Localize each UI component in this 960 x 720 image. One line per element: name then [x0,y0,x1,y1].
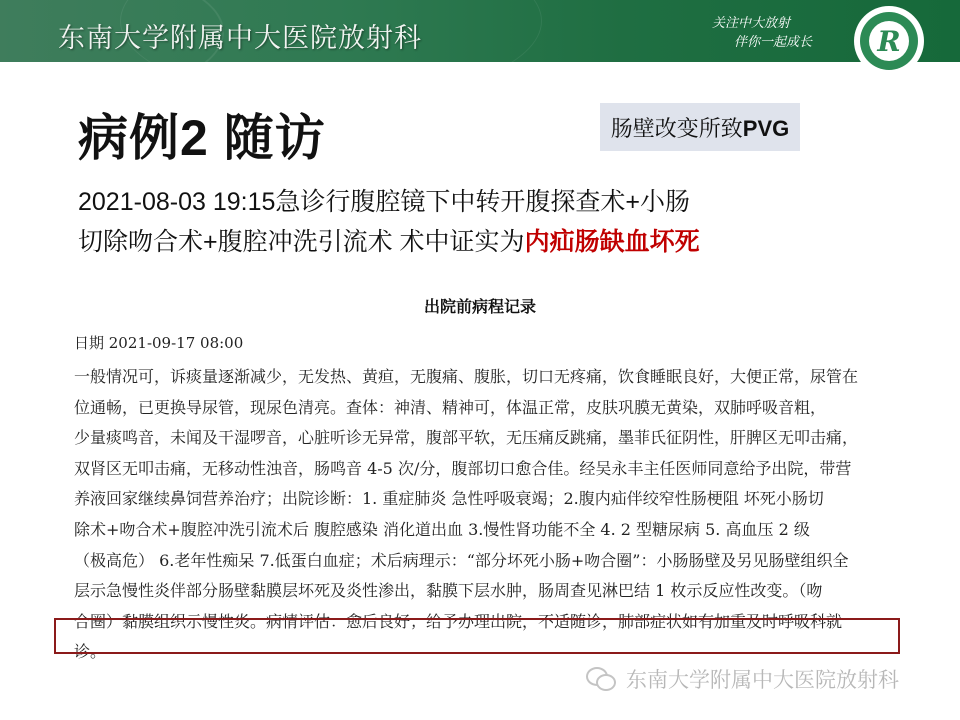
surgery-summary-line-1: 2021-08-03 19:15急诊行腹腔镜下中转开腹探查术+小肠 [78,188,690,216]
logo-letter: R [869,21,909,61]
record-line: 养液回家继续鼻饲营养治疗；出院诊断：1. 重症肺炎 急性呼吸衰竭；2.腹内疝伴绞窄性肠梗阻 坏死小肠切 [74,489,824,509]
record-line: 诊。 [74,642,107,662]
finding-tag-text [611,112,789,143]
watermark-text: 东南大学附属中大医院放射科 [626,668,899,692]
surgery-finding-highlight: 内疝肠缺血坏死 [524,228,700,256]
wechat-icon [586,667,616,691]
record-line: 少量痰鸣音，未闻及干湿啰音，心脏听诊无异常，腹部平软，无压痛反跳痛，墨菲氏征阴性，肝脾区无叩击痛， [74,428,859,448]
watermark [586,664,899,694]
record-line: （极高危） 6.老年性痴呆 7.低蛋白血症；术后病理示：“部分坏死小肠+吻合圈”：小肠肠壁及另见肠壁组织全 [74,550,849,570]
record-line: 除术+吻合术+腹腔冲洗引流术后 腹腔感染 消化道出血 3.慢性肾功能不全 4. 2 型糖尿病 5. 高血压 2 级 [74,519,810,539]
header-band [0,0,960,62]
finding-tag-suffix: PVG [742,115,790,141]
record-line: 位通畅，已更换导尿管，现尿色清亮。查体：神清、精神可，体温正常，皮肤巩膜无黄染，双肺呼吸音粗， [74,397,827,417]
slide-title: 病例2 随访 [78,110,326,166]
slogan-line-1: 关注中大放射 [712,16,791,31]
record-line: 双肾区无叩击痛，无移动性浊音，肠鸣音 4-5 次/分，腹部切口愈合佳。经吴永丰主任医师同意给予出院，带营 [74,458,852,478]
logo-ring [860,12,918,70]
slogan [712,14,812,52]
finding-tag [600,103,800,151]
record-line: 一般情况可，诉痰量逐渐减少，无发热、黄疸，无腹痛、腹胀，切口无疼痛，饮食睡眠良好，大便正常，尿管在 [74,367,859,386]
surgery-summary-line-2 [78,222,908,262]
finding-tag-prefix: 肠壁改变所致 [610,115,743,141]
record-line: 层示急慢性炎伴部分肠壁黏膜层坏死及炎性渗出，黏膜下层水肿，肠周查见淋巴结 1 枚示反应性改变。（吻 [74,581,823,601]
surgery-summary-plain: 切除吻合术+腹腔冲洗引流术 术中证实为 [78,228,525,256]
department-title: 东南大学附属中大医院放射科 [58,23,422,54]
highlight-box [54,618,900,654]
hospital-logo-icon [854,6,924,76]
record-line: 合圈）黏膜组织示慢性炎。病情评估：愈后良好；给予办理出院，不适随诊，肺部症状如有加重及时呼吸科就 [74,611,843,631]
slogan-line-2: 伴你一起成长 [734,35,813,50]
record-date: 日期 2021-09-17 08:00 [74,334,244,352]
surgery-summary [78,182,908,262]
record-title: 出院前病程记录 [423,297,536,316]
